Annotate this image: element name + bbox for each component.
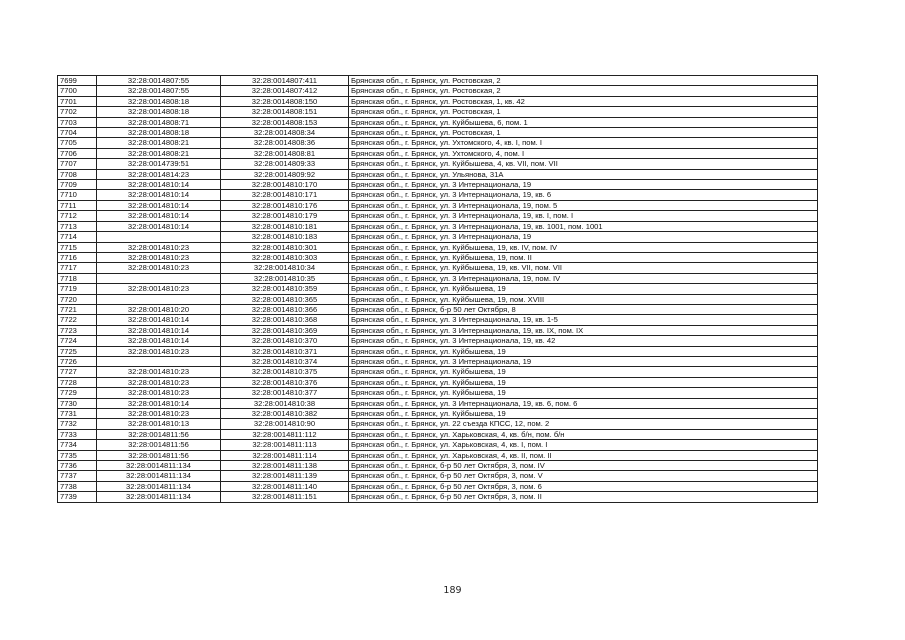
address-cell: Брянская обл., г. Брянск, ул. 3 Интернационала, 19, кв. IX, пом. IX xyxy=(349,325,818,335)
cadastral-quarter-cell: 32:28:0014810:14 xyxy=(97,200,221,210)
cadastral-number-cell: 32:28:0014810:176 xyxy=(221,200,349,210)
cadastral-number-cell: 32:28:0014810:34 xyxy=(221,263,349,273)
table-row xyxy=(58,96,818,106)
cadastral-number-cell: 32:28:0014811:139 xyxy=(221,471,349,481)
row-number-cell: 7715 xyxy=(58,242,97,252)
cadastral-number-cell: 32:28:0014810:38 xyxy=(221,398,349,408)
address-cell: Брянская обл., г. Брянск, ул. 3 Интернационала, 19, кв. 42 xyxy=(349,336,818,346)
cadastral-number-cell: 32:28:0014807:411 xyxy=(221,76,349,86)
cadastral-quarter-cell: 32:28:0014810:14 xyxy=(97,398,221,408)
cadastral-number-cell: 32:28:0014810:369 xyxy=(221,325,349,335)
row-number-cell: 7714 xyxy=(58,232,97,242)
row-number-cell: 7736 xyxy=(58,461,97,471)
table-row xyxy=(58,409,818,419)
address-cell: Брянская обл., г. Брянск, ул. 3 Интернационала, 19 xyxy=(349,180,818,190)
row-number-cell: 7708 xyxy=(58,169,97,179)
cadastral-quarter-cell: 32:28:0014811:134 xyxy=(97,471,221,481)
cadastral-quarter-cell: 32:28:0014811:56 xyxy=(97,450,221,460)
row-number-cell: 7712 xyxy=(58,211,97,221)
registry-table-body xyxy=(58,76,818,503)
row-number-cell: 7734 xyxy=(58,440,97,450)
row-number-cell: 7719 xyxy=(58,284,97,294)
row-number-cell: 7720 xyxy=(58,294,97,304)
address-cell: Брянская обл., г. Брянск, ул. Харьковская, 4, кв. б/н, пом. б/н xyxy=(349,429,818,439)
cadastral-number-cell: 32:28:0014810:179 xyxy=(221,211,349,221)
cadastral-number-cell: 32:28:0014810:171 xyxy=(221,190,349,200)
cadastral-quarter-cell: 32:28:0014810:14 xyxy=(97,315,221,325)
address-cell: Брянская обл., г. Брянск, ул. 3 Интернационала, 19, пом. 5 xyxy=(349,200,818,210)
table-row xyxy=(58,263,818,273)
row-number-cell: 7704 xyxy=(58,128,97,138)
cadastral-quarter-cell xyxy=(97,356,221,366)
row-number-cell: 7699 xyxy=(58,76,97,86)
cadastral-number-cell: 32:28:0014809:92 xyxy=(221,169,349,179)
row-number-cell: 7730 xyxy=(58,398,97,408)
cadastral-number-cell: 32:28:0014808:150 xyxy=(221,96,349,106)
row-number-cell: 7722 xyxy=(58,315,97,325)
table-row xyxy=(58,117,818,127)
address-cell: Брянская обл., г. Брянск, ул. Куйбышева, 19, кв. IV, пом. IV xyxy=(349,242,818,252)
row-number-cell: 7723 xyxy=(58,325,97,335)
address-cell: Брянская обл., г. Брянск, ул. Куйбышева, 19 xyxy=(349,377,818,387)
row-number-cell: 7725 xyxy=(58,346,97,356)
table-row xyxy=(58,148,818,158)
row-number-cell: 7709 xyxy=(58,180,97,190)
table-row xyxy=(58,128,818,138)
row-number-cell: 7731 xyxy=(58,409,97,419)
row-number-cell: 7713 xyxy=(58,221,97,231)
cadastral-quarter-cell: 32:28:0014810:14 xyxy=(97,190,221,200)
cadastral-quarter-cell: 32:28:0014807:55 xyxy=(97,86,221,96)
address-cell: Брянская обл., г. Брянск, ул. 3 Интернационала, 19, кв. 6, пом. 6 xyxy=(349,398,818,408)
cadastral-quarter-cell: 32:28:0014808:18 xyxy=(97,96,221,106)
cadastral-quarter-cell: 32:28:0014811:56 xyxy=(97,440,221,450)
cadastral-number-cell: 32:28:0014810:170 xyxy=(221,180,349,190)
table-row xyxy=(58,388,818,398)
address-cell: Брянская обл., г. Брянск, ул. Куйбышева, 6, пом. 1 xyxy=(349,117,818,127)
row-number-cell: 7737 xyxy=(58,471,97,481)
cadastral-number-cell: 32:28:0014810:377 xyxy=(221,388,349,398)
cadastral-number-cell: 32:28:0014808:153 xyxy=(221,117,349,127)
address-cell: Брянская обл., г. Брянск, ул. Харьковская, 4, кв. I, пом. I xyxy=(349,440,818,450)
cadastral-quarter-cell xyxy=(97,294,221,304)
table-row xyxy=(58,242,818,252)
cadastral-number-cell: 32:28:0014810:183 xyxy=(221,232,349,242)
cadastral-quarter-cell: 32:28:0014810:14 xyxy=(97,325,221,335)
table-row xyxy=(58,377,818,387)
address-cell: Брянская обл., г. Брянск, б-р 50 лет Октября, 3, пом. IV xyxy=(349,461,818,471)
cadastral-quarter-cell: 32:28:0014814:23 xyxy=(97,169,221,179)
cadastral-quarter-cell: 32:28:0014810:23 xyxy=(97,263,221,273)
cadastral-quarter-cell: 32:28:0014810:23 xyxy=(97,367,221,377)
table-row xyxy=(58,232,818,242)
row-number-cell: 7703 xyxy=(58,117,97,127)
address-cell: Брянская обл., г. Брянск, ул. 3 Интернационала, 19, кв. I, пом. I xyxy=(349,211,818,221)
address-cell: Брянская обл., г. Брянск, б-р 50 лет Октября, 8 xyxy=(349,304,818,314)
cadastral-number-cell: 32:28:0014808:34 xyxy=(221,128,349,138)
cadastral-quarter-cell: 32:28:0014810:23 xyxy=(97,409,221,419)
address-cell: Брянская обл., г. Брянск, ул. Куйбышева, 19, пом. XVIII xyxy=(349,294,818,304)
table-row xyxy=(58,190,818,200)
table-row xyxy=(58,180,818,190)
cadastral-number-cell: 32:28:0014810:181 xyxy=(221,221,349,231)
page-number: 189 xyxy=(443,585,462,596)
table-row xyxy=(58,419,818,429)
table-row xyxy=(58,221,818,231)
cadastral-quarter-cell xyxy=(97,232,221,242)
table-row xyxy=(58,200,818,210)
table-row xyxy=(58,367,818,377)
cadastral-number-cell: 32:28:0014807:412 xyxy=(221,86,349,96)
cadastral-quarter-cell: 32:28:0014810:14 xyxy=(97,180,221,190)
cadastral-quarter-cell: 32:28:0014810:13 xyxy=(97,419,221,429)
cadastral-quarter-cell: 32:28:0014811:134 xyxy=(97,492,221,502)
address-cell: Брянская обл., г. Брянск, ул. 3 Интернационала, 19, кв. 1-5 xyxy=(349,315,818,325)
address-cell: Брянская обл., г. Брянск, ул. Куйбышева, 19 xyxy=(349,284,818,294)
cadastral-quarter-cell: 32:28:0014811:134 xyxy=(97,461,221,471)
cadastral-quarter-cell: 32:28:0014807:55 xyxy=(97,76,221,86)
cadastral-quarter-cell: 32:28:0014810:14 xyxy=(97,211,221,221)
cadastral-number-cell: 32:28:0014810:375 xyxy=(221,367,349,377)
address-cell: Брянская обл., г. Брянск, ул. Ульянова, 31А xyxy=(349,169,818,179)
row-number-cell: 7700 xyxy=(58,86,97,96)
row-number-cell: 7701 xyxy=(58,96,97,106)
table-row xyxy=(58,159,818,169)
row-number-cell: 7717 xyxy=(58,263,97,273)
address-cell: Брянская обл., г. Брянск, ул. Куйбышева, 19, пом. II xyxy=(349,252,818,262)
address-cell: Брянская обл., г. Брянск, ул. Ростовская, 1, кв. 42 xyxy=(349,96,818,106)
table-row xyxy=(58,304,818,314)
table-row xyxy=(58,492,818,502)
table-row xyxy=(58,294,818,304)
table-row xyxy=(58,471,818,481)
table-row xyxy=(58,138,818,148)
cadastral-number-cell: 32:28:0014810:303 xyxy=(221,252,349,262)
table-row xyxy=(58,398,818,408)
address-cell: Брянская обл., г. Брянск, ул. 3 Интернационала, 19, кв. 6 xyxy=(349,190,818,200)
cadastral-number-cell: 32:28:0014810:370 xyxy=(221,336,349,346)
cadastral-number-cell: 32:28:0014808:36 xyxy=(221,138,349,148)
row-number-cell: 7718 xyxy=(58,273,97,283)
address-cell: Брянская обл., г. Брянск, ул. Ростовская, 1 xyxy=(349,107,818,117)
address-cell: Брянская обл., г. Брянск, ул. Ухтомского, 4, пом. I xyxy=(349,148,818,158)
row-number-cell: 7721 xyxy=(58,304,97,314)
cadastral-quarter-cell: 32:28:0014808:21 xyxy=(97,138,221,148)
cadastral-number-cell: 32:28:0014810:374 xyxy=(221,356,349,366)
table-row xyxy=(58,169,818,179)
table-row xyxy=(58,76,818,86)
cadastral-quarter-cell: 32:28:0014811:134 xyxy=(97,481,221,491)
address-cell: Брянская обл., г. Брянск, ул. Куйбышева, 19 xyxy=(349,367,818,377)
table-row xyxy=(58,273,818,283)
row-number-cell: 7702 xyxy=(58,107,97,117)
cadastral-number-cell: 32:28:0014810:301 xyxy=(221,242,349,252)
address-cell: Брянская обл., г. Брянск, ул. 3 Интернационала, 19 xyxy=(349,232,818,242)
address-cell: Брянская обл., г. Брянск, ул. Ростовская, 2 xyxy=(349,76,818,86)
cadastral-number-cell: 32:28:0014811:112 xyxy=(221,429,349,439)
table-row xyxy=(58,325,818,335)
address-cell: Брянская обл., г. Брянск, ул. Куйбышева, 4, кв. VII, пом. VII xyxy=(349,159,818,169)
cadastral-quarter-cell: 32:28:0014810:23 xyxy=(97,252,221,262)
address-cell: Брянская обл., г. Брянск, б-р 50 лет Октября, 3, пом. V xyxy=(349,471,818,481)
address-cell: Брянская обл., г. Брянск, б-р 50 лет Октября, 3, пом. 6 xyxy=(349,481,818,491)
address-cell: Брянская обл., г. Брянск, ул. Ростовская, 1 xyxy=(349,128,818,138)
address-cell: Брянская обл., г. Брянск, ул. 3 Интернационала, 19, кв. 1001, пом. 1001 xyxy=(349,221,818,231)
cadastral-quarter-cell: 32:28:0014810:23 xyxy=(97,377,221,387)
table-row xyxy=(58,86,818,96)
address-cell: Брянская обл., г. Брянск, ул. Ухтомского, 4, кв. I, пом. I xyxy=(349,138,818,148)
cadastral-number-cell: 32:28:0014810:382 xyxy=(221,409,349,419)
address-cell: Брянская обл., г. Брянск, ул. 22 съезда КПСС, 12, пом. 2 xyxy=(349,419,818,429)
row-number-cell: 7733 xyxy=(58,429,97,439)
table-row xyxy=(58,461,818,471)
row-number-cell: 7735 xyxy=(58,450,97,460)
cadastral-number-cell: 32:28:0014809:33 xyxy=(221,159,349,169)
table-row xyxy=(58,481,818,491)
address-cell: Брянская обл., г. Брянск, ул. Харьковская, 4, кв. II, пом. II xyxy=(349,450,818,460)
address-cell: Брянская обл., г. Брянск, ул. Куйбышева, 19 xyxy=(349,409,818,419)
row-number-cell: 7710 xyxy=(58,190,97,200)
cadastral-number-cell: 32:28:0014810:35 xyxy=(221,273,349,283)
row-number-cell: 7706 xyxy=(58,148,97,158)
cadastral-number-cell: 32:28:0014811:151 xyxy=(221,492,349,502)
table-row xyxy=(58,252,818,262)
cadastral-number-cell: 32:28:0014810:371 xyxy=(221,346,349,356)
row-number-cell: 7707 xyxy=(58,159,97,169)
row-number-cell: 7728 xyxy=(58,377,97,387)
cadastral-number-cell: 32:28:0014810:368 xyxy=(221,315,349,325)
cadastral-number-cell: 32:28:0014810:90 xyxy=(221,419,349,429)
table-row xyxy=(58,356,818,366)
cadastral-number-cell: 32:28:0014811:114 xyxy=(221,450,349,460)
cadastral-number-cell: 32:28:0014808:81 xyxy=(221,148,349,158)
cadastral-number-cell: 32:28:0014811:138 xyxy=(221,461,349,471)
cadastral-quarter-cell: 32:28:0014808:71 xyxy=(97,117,221,127)
table-row xyxy=(58,336,818,346)
row-number-cell: 7739 xyxy=(58,492,97,502)
cadastral-quarter-cell: 32:28:0014808:21 xyxy=(97,148,221,158)
address-cell: Брянская обл., г. Брянск, ул. Ростовская, 2 xyxy=(349,86,818,96)
cadastral-quarter-cell: 32:28:0014811:56 xyxy=(97,429,221,439)
row-number-cell: 7711 xyxy=(58,200,97,210)
cadastral-quarter-cell: 32:28:0014810:23 xyxy=(97,388,221,398)
cadastral-number-cell: 32:28:0014810:359 xyxy=(221,284,349,294)
table-row xyxy=(58,440,818,450)
row-number-cell: 7732 xyxy=(58,419,97,429)
cadastral-number-cell: 32:28:0014811:140 xyxy=(221,481,349,491)
table-row xyxy=(58,211,818,221)
row-number-cell: 7729 xyxy=(58,388,97,398)
cadastral-quarter-cell xyxy=(97,273,221,283)
address-cell: Брянская обл., г. Брянск, ул. 3 Интернационала, 19 xyxy=(349,356,818,366)
cadastral-quarter-cell: 32:28:0014810:14 xyxy=(97,336,221,346)
cadastral-quarter-cell: 32:28:0014808:18 xyxy=(97,107,221,117)
cadastral-number-cell: 32:28:0014808:151 xyxy=(221,107,349,117)
table-row xyxy=(58,429,818,439)
cadastral-number-cell: 32:28:0014810:366 xyxy=(221,304,349,314)
address-cell: Брянская обл., г. Брянск, ул. Куйбышева, 19 xyxy=(349,346,818,356)
cadastral-quarter-cell: 32:28:0014810:20 xyxy=(97,304,221,314)
cadastral-quarter-cell: 32:28:0014808:18 xyxy=(97,128,221,138)
row-number-cell: 7726 xyxy=(58,356,97,366)
cadastral-quarter-cell: 32:28:0014810:23 xyxy=(97,346,221,356)
table-row xyxy=(58,284,818,294)
row-number-cell: 7724 xyxy=(58,336,97,346)
cadastral-quarter-cell: 32:28:0014739:51 xyxy=(97,159,221,169)
table-row xyxy=(58,450,818,460)
address-cell: Брянская обл., г. Брянск, ул. Куйбышева, 19 xyxy=(349,388,818,398)
cadastral-number-cell: 32:28:0014811:113 xyxy=(221,440,349,450)
row-number-cell: 7738 xyxy=(58,481,97,491)
table-row xyxy=(58,346,818,356)
cadastral-number-cell: 32:28:0014810:376 xyxy=(221,377,349,387)
cadastral-quarter-cell: 32:28:0014810:23 xyxy=(97,284,221,294)
table-row xyxy=(58,315,818,325)
address-cell: Брянская обл., г. Брянск, ул. 3 Интернационала, 19, пом. IV xyxy=(349,273,818,283)
address-cell: Брянская обл., г. Брянск, ул. Куйбышева, 19, кв. VII, пом. VII xyxy=(349,263,818,273)
cadastral-number-cell: 32:28:0014810:365 xyxy=(221,294,349,304)
address-cell: Брянская обл., г. Брянск, б-р 50 лет Октября, 3, пом. II xyxy=(349,492,818,502)
cadastral-registry-table xyxy=(57,75,818,503)
row-number-cell: 7705 xyxy=(58,138,97,148)
row-number-cell: 7716 xyxy=(58,252,97,262)
cadastral-quarter-cell: 32:28:0014810:23 xyxy=(97,242,221,252)
table-row xyxy=(58,107,818,117)
cadastral-quarter-cell: 32:28:0014810:14 xyxy=(97,221,221,231)
row-number-cell: 7727 xyxy=(58,367,97,377)
